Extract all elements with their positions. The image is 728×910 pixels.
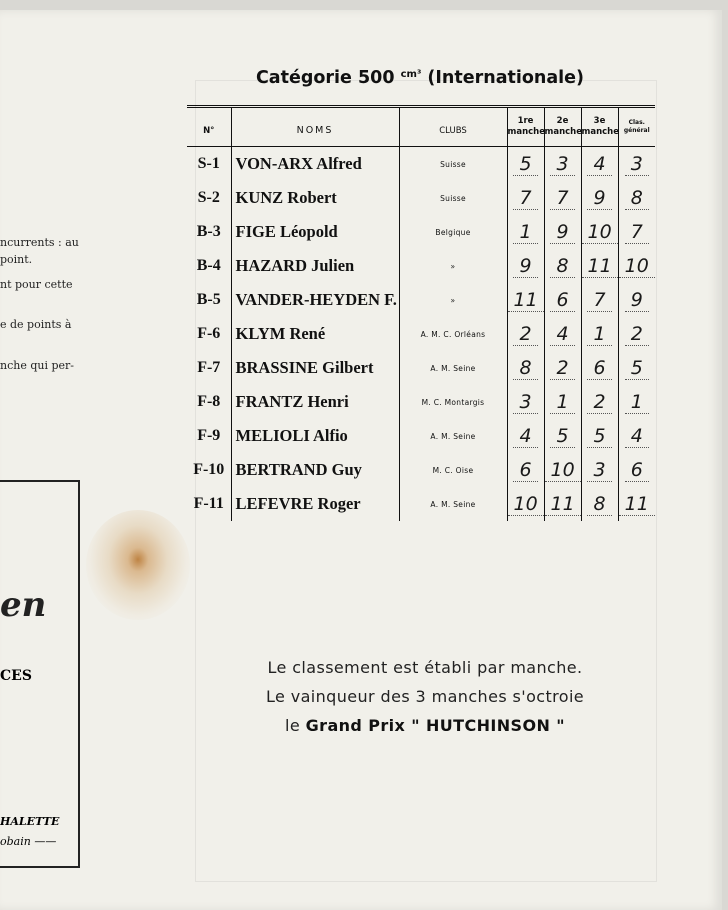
manche-3-rank: 7 [587,289,611,312]
manche-3-rank: 8 [587,493,611,516]
general-rank: 1 [625,391,649,414]
rider-club-cell [399,385,507,419]
title-suffix: (Internationale) [427,68,585,88]
table-row [187,385,655,419]
manche-1-rank-cell [507,453,544,487]
rider-name: LEFEVRE Roger [235,494,361,513]
left-fragment-line: point. [0,253,33,266]
general-rank: 8 [625,187,649,210]
manche-2-rank-cell [544,215,581,249]
manche-1-rank-cell [507,419,544,453]
manche-1-rank-cell [507,317,544,351]
row-number-cell [187,487,231,521]
general-rank: 11 [619,493,655,516]
rider-club: A. M. Seine [430,363,476,373]
general-rank: 7 [625,221,649,244]
row-number-cell [187,453,231,487]
page [0,10,722,910]
row-number-cell [187,419,231,453]
rider-club: Suisse [440,193,466,203]
row-number-cell [187,181,231,215]
rider-name-cell [231,453,399,487]
table-row [187,351,655,385]
general-rank: 9 [625,289,649,312]
note-line-2: Le vainqueur des 3 manches s'octroie [265,687,585,706]
general-rank-cell [618,385,655,419]
category-title [185,68,655,88]
manche-1-rank-cell [507,147,544,182]
manche-1-rank: 7 [513,187,537,210]
rider-club-cell [399,317,507,351]
rider-name-cell [231,215,399,249]
rider-club-cell [399,249,507,283]
manche-2-rank-cell [544,249,581,283]
title-prefix: Catégorie 500 [255,68,395,88]
manche-2-rank: 6 [550,289,574,312]
header-manche-3: 3e manche [581,107,618,147]
row-number: B-5 [196,291,221,308]
rider-club-cell [399,453,507,487]
row-number: F-11 [193,495,224,512]
manche-2-rank: 7 [550,187,574,210]
rider-name: KLYM René [235,324,326,343]
note-line-1: Le classement est établi par manche. [267,658,583,677]
rider-club-cell [399,419,507,453]
manche-2-rank-cell [544,317,581,351]
table-row [187,419,655,453]
manche-2-rank: 11 [545,493,581,516]
rider-club: A. M. Seine [430,431,476,441]
rider-name-cell [231,147,399,182]
general-rank-cell [618,249,655,283]
header-manche-1: 1re manche [507,107,544,147]
header-no: N° [187,107,231,147]
manche-3-rank: 10 [582,221,618,244]
general-rank-cell [618,147,655,182]
rider-name: BERTRAND Guy [235,460,362,479]
row-number-cell [187,215,231,249]
manche-1-rank: 6 [513,459,537,482]
general-rank-cell [618,215,655,249]
general-rank-cell [618,453,655,487]
manche-1-rank: 1 [513,221,537,244]
table-header-row [187,107,655,147]
table-row [187,453,655,487]
manche-2-rank: 1 [550,391,574,414]
manche-1-rank: 4 [513,425,537,448]
left-fragment-line: ncurrents : au [0,236,79,249]
rider-club-cell [399,351,507,385]
row-number-cell [187,317,231,351]
manche-1-rank: 8 [513,357,537,380]
manche-2-rank-cell [544,385,581,419]
rider-name-cell [231,249,399,283]
table-row [187,181,655,215]
manche-1-rank-cell [507,351,544,385]
manche-2-rank: 4 [550,323,574,346]
rider-name-cell [231,283,399,317]
row-number: S-1 [197,155,220,172]
general-rank: 6 [625,459,649,482]
row-number-cell [187,147,231,182]
manche-3-rank: 11 [582,255,618,278]
manche-1-rank: 5 [513,153,537,176]
row-number-cell [187,351,231,385]
rider-club: Suisse [440,159,466,169]
general-rank: 10 [619,255,655,278]
manche-3-rank: 6 [587,357,611,380]
manche-3-rank: 1 [587,323,611,346]
manche-2-rank: 2 [550,357,574,380]
table-row [187,283,655,317]
general-rank-cell [618,351,655,385]
rider-name-cell [231,351,399,385]
manche-3-rank-cell [581,283,618,317]
rider-club: A. M. Seine [430,499,476,509]
manche-3-rank: 9 [587,187,611,210]
header-manche-2: 2e manche [544,107,581,147]
rider-club-cell [399,147,507,182]
general-rank: 5 [625,357,649,380]
rider-name-cell [231,487,399,521]
manche-3-rank-cell [581,453,618,487]
general-rank: 2 [625,323,649,346]
manche-2-rank: 8 [550,255,574,278]
manche-2-rank-cell [544,351,581,385]
manche-2-rank-cell [544,453,581,487]
rider-name-cell [231,317,399,351]
rider-club-cell [399,181,507,215]
results-table [187,105,655,521]
manche-3-rank-cell [581,351,618,385]
general-rank-cell [618,317,655,351]
manche-3-rank-cell [581,249,618,283]
manche-2-rank-cell [544,283,581,317]
manche-2-rank: 10 [545,459,581,482]
grand-prix-name: Grand Prix " HUTCHINSON " [305,716,565,735]
header-clubs: CLUBS [399,107,507,147]
manche-2-rank-cell [544,147,581,182]
rider-name: MELIOLI Alfio [235,426,348,445]
rider-club: A. M. C. Orléans [420,329,486,339]
rider-name: VANDER-HEYDEN F. [235,290,397,309]
rider-name: FRANTZ Henri [235,392,349,411]
left-fragment-obain: obain —— [0,835,57,848]
header-names: NOMS [231,107,399,147]
row-number: F-7 [197,359,221,376]
manche-3-rank-cell [581,419,618,453]
rider-club: M. C. Oise [432,465,474,475]
manche-1-rank-cell [507,385,544,419]
table-row [187,215,655,249]
manche-2-rank: 3 [550,153,574,176]
row-number-cell [187,283,231,317]
left-fragment-line: nche qui per- [0,359,75,372]
row-number: F-9 [197,427,221,444]
row-number: F-6 [197,325,221,342]
rider-club-cell [399,487,507,521]
table-row [187,147,655,182]
table-row [187,487,655,521]
row-number-cell [187,249,231,283]
rider-club: M. C. Montargis [421,397,485,407]
manche-1-rank-cell [507,215,544,249]
manche-1-rank-cell [507,283,544,317]
manche-3-rank-cell [581,215,618,249]
manche-2-rank: 9 [550,221,574,244]
manche-1-rank: 10 [508,493,544,516]
rider-club: Belgique [435,227,471,237]
general-rank-cell [618,181,655,215]
rider-name: BRASSINE Gilbert [235,358,374,377]
general-rank-cell [618,419,655,453]
rider-club-cell [399,283,507,317]
manche-1-rank: 9 [513,255,537,278]
left-fragment-ces: CES [0,668,32,684]
manche-1-rank: 11 [508,289,544,312]
left-fragment-line: nt pour cette [0,278,73,291]
rider-club-cell [399,215,507,249]
manche-1-rank: 3 [513,391,537,414]
title-unit: cm³ [400,69,422,80]
manche-3-rank-cell [581,487,618,521]
manche-3-rank-cell [581,317,618,351]
row-number: B-4 [196,257,221,274]
manche-3-rank: 5 [587,425,611,448]
table-row [187,249,655,283]
general-rank-cell [618,487,655,521]
rider-name-cell [231,419,399,453]
paper-stain [86,510,190,620]
table-row [187,317,655,351]
rider-name: HAZARD Julien [235,256,355,275]
row-number: B-3 [196,223,221,240]
manche-3-rank: 3 [587,459,611,482]
rider-club: » [450,295,456,305]
rider-name-cell [231,385,399,419]
row-number-cell [187,385,231,419]
manche-2-rank: 5 [550,425,574,448]
row-number: S-2 [197,189,220,206]
manche-3-rank-cell [581,385,618,419]
general-rank: 4 [625,425,649,448]
note-line-3 [195,716,655,735]
manche-1-rank-cell [507,487,544,521]
row-number: F-10 [193,461,225,478]
note-line-3-prefix: le [285,716,301,735]
rider-name: FIGE Léopold [235,222,338,241]
rider-club: » [450,261,456,271]
rider-name: KUNZ Robert [235,188,337,207]
manche-1-rank-cell [507,181,544,215]
manche-3-rank: 4 [587,153,611,176]
rider-name: VON-ARX Alfred [235,154,362,173]
general-rank: 3 [625,153,649,176]
row-number: F-8 [197,393,221,410]
general-rank-cell [618,283,655,317]
manche-1-rank-cell [507,249,544,283]
manche-3-rank: 2 [587,391,611,414]
rider-name-cell [231,181,399,215]
manche-3-rank-cell [581,147,618,182]
header-general: Clas. général [618,107,655,147]
left-fragment-line: e de points à [0,318,72,331]
manche-1-rank: 2 [513,323,537,346]
left-fragment-halette: HALETTE [0,815,60,828]
manche-2-rank-cell [544,487,581,521]
manche-3-rank-cell [581,181,618,215]
manche-2-rank-cell [544,181,581,215]
manche-2-rank-cell [544,419,581,453]
left-fragment-script: en [0,585,47,625]
